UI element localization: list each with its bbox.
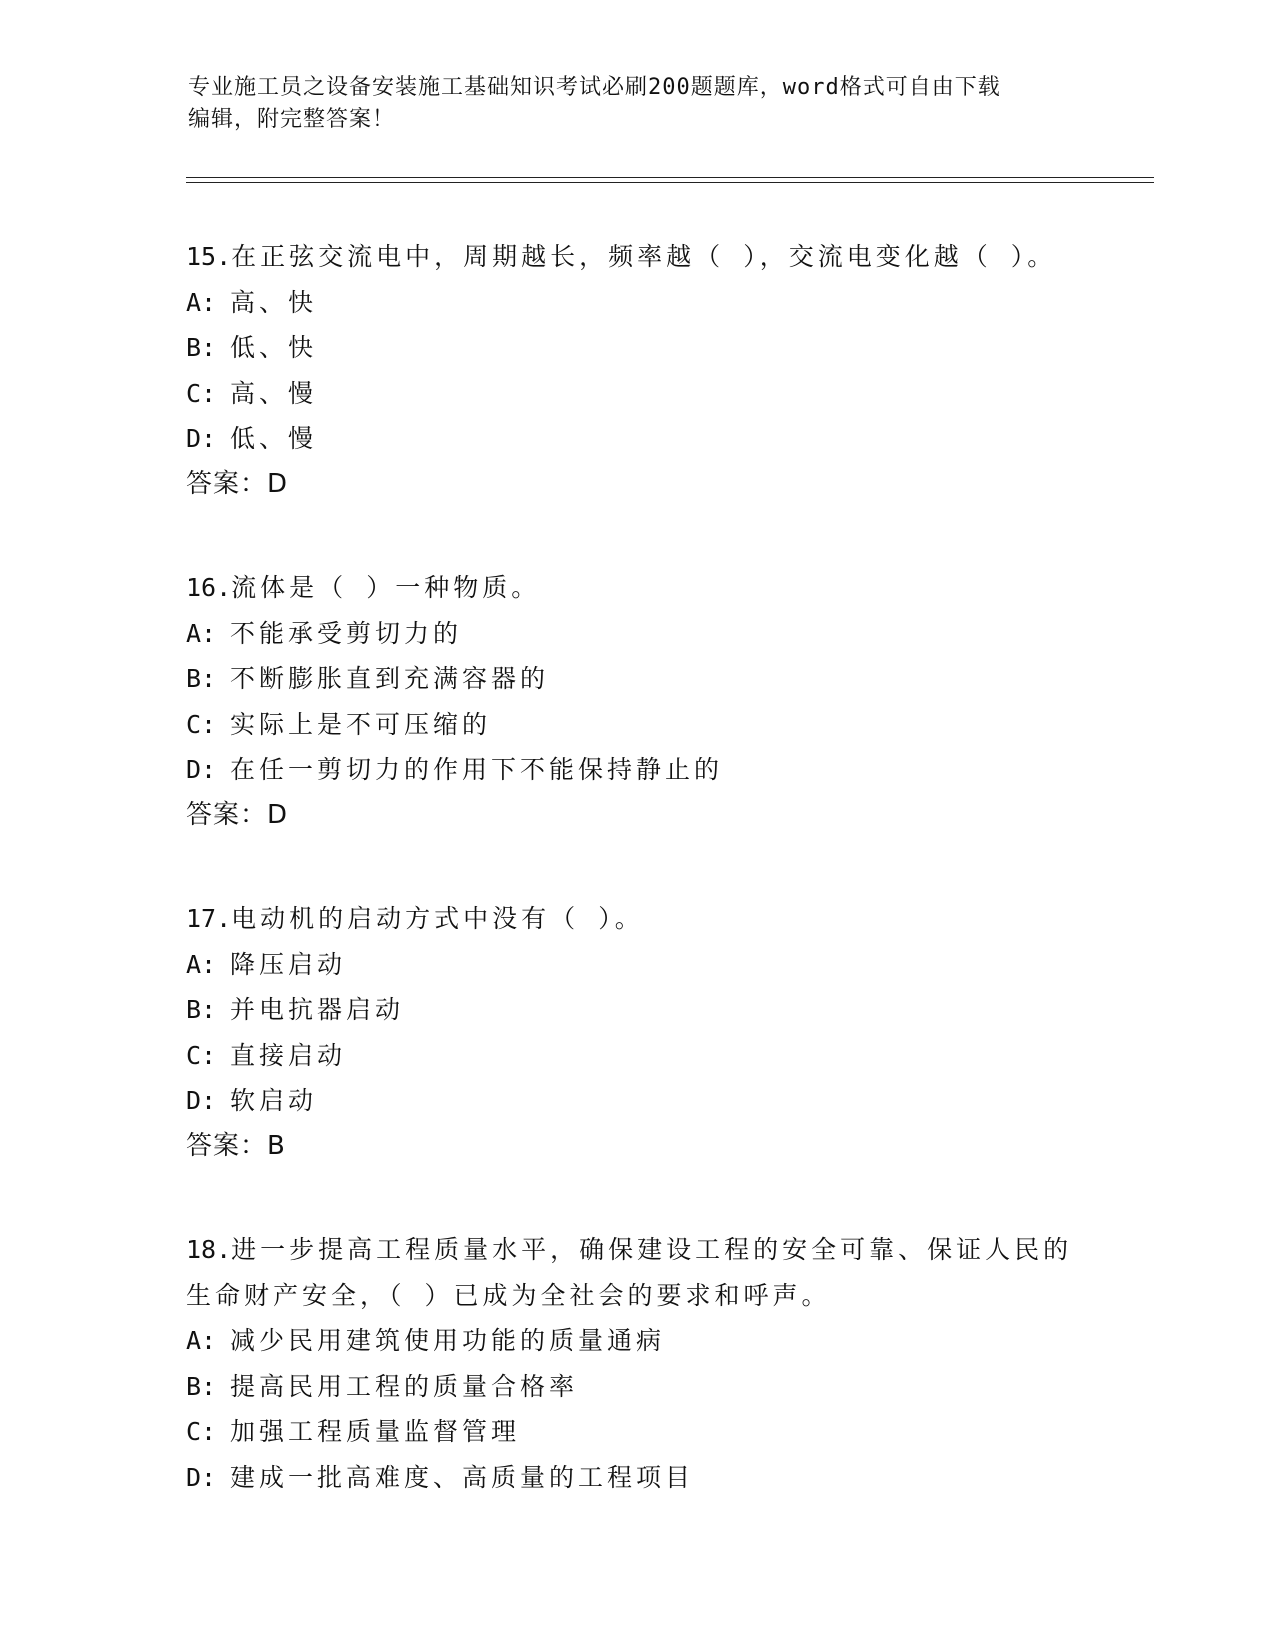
option-label: A: (186, 287, 217, 317)
question-text: 进一步提高工程质量水平，确保建设工程的安全可靠、保证人民的 (231, 1235, 1073, 1264)
option-b (186, 656, 1086, 702)
option-text: 低、快 (230, 333, 318, 362)
option-text: 降压启动 (230, 949, 347, 979)
option-text: 不断膨胀直到充满容器的 (230, 664, 550, 693)
option-label: D: (186, 1086, 217, 1115)
option-label: C: (186, 1417, 217, 1446)
option-text: 高、快 (230, 287, 318, 317)
question-18 (186, 1227, 1086, 1500)
option-text: 实际上是不可压缩的 (230, 709, 492, 739)
option-c (186, 702, 1086, 748)
option-text: 在任一剪切力的作用下不能保持静止的 (230, 755, 724, 784)
option-d (186, 416, 1086, 462)
option-b (186, 325, 1086, 371)
option-text: 不能承受剪切力的 (230, 618, 463, 648)
option-label: B: (186, 664, 217, 693)
option-label: C: (186, 709, 217, 739)
header-line-1: 专业施工员之设备安装施工基础知识考试必刷200题题库，word格式可自由下载 (188, 75, 1001, 100)
option-label: C: (186, 1040, 217, 1070)
option-text: 高、慢 (230, 378, 318, 408)
question-text: 在正弦交流电中，周期越长，频率越（ ），交流电变化越（ ）。 (231, 242, 1057, 271)
question-text: 流体是（ ）一种物质。 (231, 573, 541, 602)
option-label: A: (186, 949, 217, 979)
option-text: 提高民用工程的质量合格率 (230, 1371, 579, 1401)
question-stem (186, 234, 1086, 280)
option-label: B: (186, 995, 217, 1024)
option-b (186, 987, 1086, 1033)
answer-line: 答案：D (186, 468, 289, 499)
question-stem (186, 1227, 1086, 1273)
option-text: 建成一批高难度、高质量的工程项目 (230, 1462, 695, 1492)
question-stem (186, 896, 1086, 942)
header-line-2: 编辑，附完整答案！ (188, 107, 396, 132)
question-text: 电动机的启动方式中没有（ ）。 (231, 904, 644, 933)
document-header (188, 72, 1088, 136)
option-label: D: (186, 1462, 217, 1492)
option-d (186, 1455, 1086, 1501)
option-label: A: (186, 1326, 217, 1355)
option-text: 加强工程质量监督管理 (230, 1417, 521, 1446)
option-label: B: (186, 333, 217, 362)
option-text: 低、慢 (230, 424, 318, 453)
question-list (186, 234, 1086, 1558)
option-label: A: (186, 618, 217, 648)
option-label: B: (186, 1371, 217, 1401)
question-stem (186, 565, 1086, 611)
option-text: 减少民用建筑使用功能的质量通病 (230, 1326, 666, 1355)
answer-line: 答案：B (186, 1130, 286, 1161)
question-17 (186, 896, 1086, 1169)
option-c (186, 1409, 1086, 1455)
question-number: 17. (186, 904, 232, 933)
option-label: D: (186, 424, 217, 453)
option-d (186, 1078, 1086, 1124)
header-divider-bottom (186, 182, 1154, 183)
option-text: 并电抗器启动 (230, 995, 405, 1024)
option-a (186, 1318, 1086, 1364)
option-c (186, 371, 1086, 417)
question-stem-continued: 生命财产安全，（ ）已成为全社会的要求和呼声。 (186, 1280, 831, 1310)
question-number: 16. (186, 573, 232, 602)
option-a (186, 280, 1086, 326)
option-label: C: (186, 378, 217, 408)
question-16 (186, 565, 1086, 838)
option-a (186, 611, 1086, 657)
option-label: D: (186, 755, 217, 784)
question-number: 15. (186, 242, 232, 271)
question-15 (186, 234, 1086, 507)
question-number: 18. (186, 1235, 232, 1264)
option-c (186, 1033, 1086, 1079)
option-text: 直接启动 (230, 1040, 347, 1070)
option-b (186, 1364, 1086, 1410)
answer-line: 答案：D (186, 799, 289, 830)
option-a (186, 942, 1086, 988)
option-text: 软启动 (230, 1086, 318, 1115)
header-divider-top (186, 177, 1154, 178)
option-d (186, 747, 1086, 793)
